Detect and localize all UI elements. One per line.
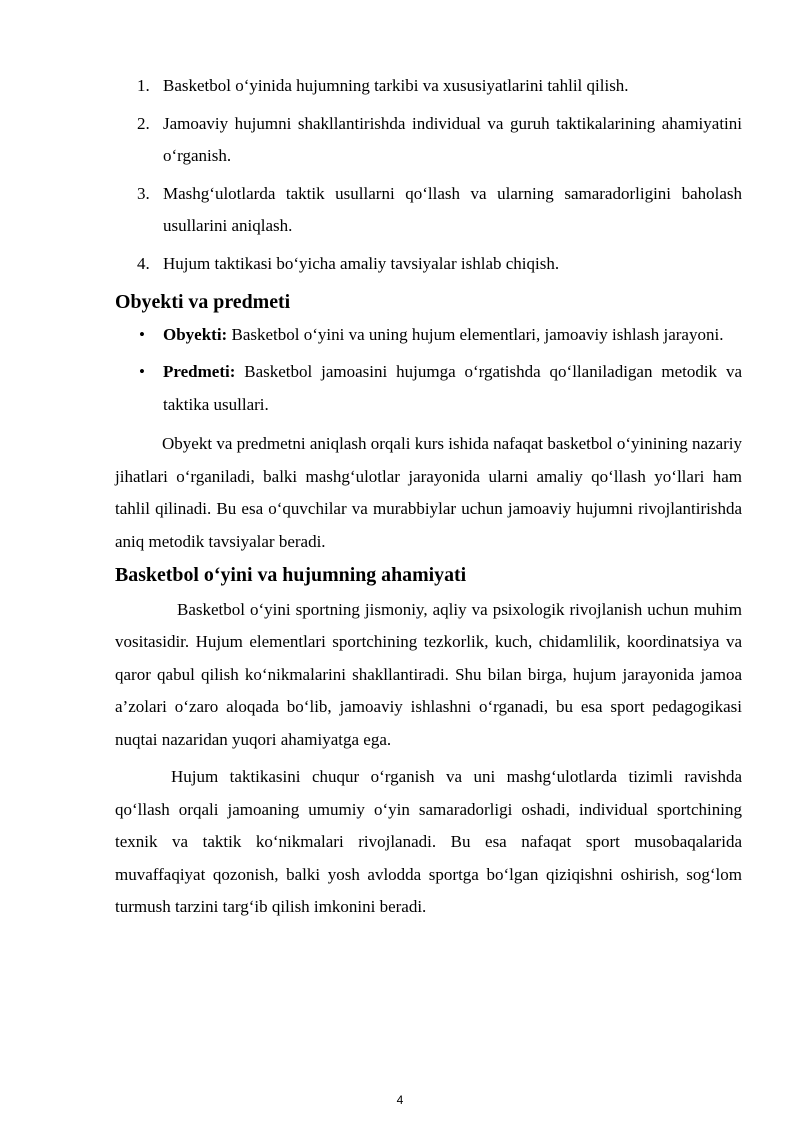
paragraph: Obyekt va predmetni aniqlash orqali kurs ishida nafaqat basketbol o‘yinining nazariy jihatlari o‘rganiladi, balki mashg‘ulotlar jarayonida ularni amaliy qo‘llash yo‘llari ham tahlil qilinadi. Bu esa o‘quvchilar va murabbiylar uchun jamoaviy hujumni rivojlantirishda aniq metodik tavsiyalar beradi.	[115, 434, 742, 551]
list-item	[115, 356, 742, 421]
object-subject-list	[115, 319, 742, 422]
page-content	[115, 70, 742, 924]
paragraph: Hujum taktikasini chuqur o‘rganish va uni mashg‘ulotlarda tizimli ravishda qo‘llash orqali jamoaning umumiy o‘yin samaradorligi oshadi, individual sportchining texnik va taktik ko‘nikmalari rivojlanadi. Bu esa nafaqat sport musobaqalarida muvaffaqiyat qozonish, balki yosh avlodda sportga bo‘lgan qiziqishni oshirish, sog‘lom turmush tarzini targ‘ib qilish imkonini beradi.	[115, 767, 742, 916]
section-heading-importance: Basketbol o‘yini va hujumning ahamiyati	[115, 564, 467, 586]
paragraph: Basketbol o‘yini sportning jismoniy, aqliy va psixologik rivojlanish uchun muhim vositasidir. Hujum elementlari sportchining tezkorlik, kuch, chidamlilik, koordinatsiya va qaror qabul qilish ko‘nikmalarini shakllantiradi. Shu bilan birga, hujum jarayonida jamoa a’zolari o‘zaro aloqada bo‘lib, jamoaviy ishlashni o‘rganadi, bu esa sport pedagogikasi nuqtai nazaridan yuqori ahamiyatga ega.	[115, 599, 742, 749]
list-item	[115, 319, 742, 352]
bullet-icon: •	[139, 362, 145, 381]
list-item	[115, 248, 742, 281]
list-item	[115, 108, 742, 173]
bullet-icon: •	[139, 324, 145, 344]
list-item-text: Jamoaviy hujumni shakllantirishda individual va guruh taktikalarining ahamiyatini o‘rganish.	[163, 113, 742, 165]
objectives-list	[115, 70, 742, 280]
bullet-text: Basketbol o‘yini va uning hujum elementlari, jamoaviy ishlash jarayoni.	[227, 324, 724, 344]
page-number: 4	[396, 1093, 404, 1107]
bullet-label: Predmeti:	[163, 362, 236, 381]
list-item-text: Hujum taktikasi bo‘yicha amaliy tavsiyalar ishlab chiqish.	[163, 253, 560, 273]
list-item-number: 1.	[137, 76, 150, 95]
bullet-text: Basketbol jamoasini hujumga o‘rgatishda qo‘llaniladigan metodik va taktika usullari.	[163, 362, 742, 414]
list-item	[115, 178, 742, 243]
list-item-text: Basketbol o‘yinida hujumning tarkibi va xususiyatlarini tahlil qilish.	[163, 76, 629, 95]
section-heading-object-subject: Obyekti va predmeti	[115, 291, 291, 313]
list-item-number: 2.	[137, 113, 150, 133]
list-item-number: 4.	[137, 253, 150, 273]
list-item	[115, 70, 742, 103]
bullet-label: Obyekti:	[163, 324, 228, 344]
list-item-number: 3.	[137, 183, 150, 203]
list-item-text: Mashg‘ulotlarda taktik usullarni qo‘llash va ularning samaradorligini baholash usullarini aniqlash.	[163, 183, 742, 235]
